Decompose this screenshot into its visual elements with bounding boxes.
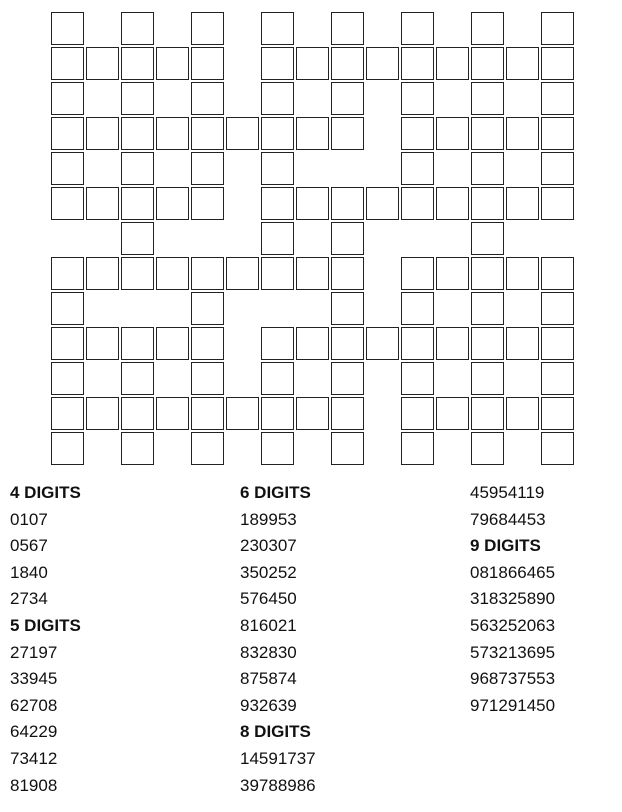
grid-cell[interactable] — [331, 12, 364, 45]
grid-cell[interactable] — [541, 397, 574, 430]
list-heading: 4 DIGITS — [10, 483, 81, 502]
list-number: 563252063 — [470, 615, 556, 635]
grid-cell[interactable] — [541, 187, 574, 220]
grid-cell[interactable] — [121, 397, 154, 430]
grid-cell[interactable] — [366, 327, 399, 360]
grid-cell[interactable] — [51, 187, 84, 220]
grid-cell[interactable] — [541, 292, 574, 325]
grid-cell[interactable] — [191, 362, 224, 395]
number-list-column-3 — [470, 480, 555, 719]
grid-cell[interactable] — [121, 187, 154, 220]
grid-cell[interactable] — [51, 362, 84, 395]
grid-cell[interactable] — [401, 82, 434, 115]
list-number: 318325890 — [470, 589, 556, 609]
grid-cell[interactable] — [541, 82, 574, 115]
grid-cell[interactable] — [51, 327, 84, 360]
list-number: 189953 — [240, 509, 297, 529]
grid-cell[interactable] — [296, 327, 329, 360]
grid-cell[interactable] — [86, 257, 119, 290]
grid-cell[interactable] — [401, 432, 434, 465]
grid-cell[interactable] — [261, 222, 294, 255]
grid-cell[interactable] — [331, 362, 364, 395]
grid-cell[interactable] — [401, 397, 434, 430]
grid-cell[interactable] — [331, 82, 364, 115]
grid-cell[interactable] — [541, 12, 574, 45]
grid-cell[interactable] — [191, 47, 224, 80]
grid-cell[interactable] — [296, 397, 329, 430]
list-number: 0107 — [10, 509, 48, 529]
grid-cell[interactable] — [331, 432, 364, 465]
grid-cell[interactable] — [471, 292, 504, 325]
list-heading: 5 DIGITS — [10, 615, 81, 635]
grid-cell[interactable] — [121, 152, 154, 185]
grid-cell[interactable] — [121, 327, 154, 360]
grid-cell[interactable] — [366, 187, 399, 220]
grid-cell[interactable] — [51, 152, 84, 185]
grid-cell[interactable] — [331, 257, 364, 290]
grid-cell[interactable] — [471, 117, 504, 150]
list-number: 832830 — [240, 642, 297, 662]
grid-cell[interactable] — [401, 292, 434, 325]
list-number: 1840 — [10, 562, 48, 582]
grid-cell[interactable] — [471, 12, 504, 45]
grid-cell[interactable] — [191, 432, 224, 465]
grid-cell[interactable] — [121, 362, 154, 395]
grid-cell[interactable] — [86, 117, 119, 150]
grid-cell[interactable] — [261, 82, 294, 115]
grid-cell[interactable] — [296, 47, 329, 80]
list-number: 0567 — [10, 536, 48, 556]
grid-cell[interactable] — [121, 12, 154, 45]
grid-cell[interactable] — [261, 12, 294, 45]
list-heading: 8 DIGITS — [240, 722, 311, 742]
grid-cell[interactable] — [296, 257, 329, 290]
grid-cell[interactable] — [296, 187, 329, 220]
number-list-column-1 — [10, 480, 81, 799]
list-number: 875874 — [240, 669, 297, 689]
list-number: 81908 — [10, 775, 58, 795]
grid-cell[interactable] — [226, 257, 259, 290]
grid-cell[interactable] — [401, 187, 434, 220]
grid-cell[interactable] — [541, 47, 574, 80]
grid-cell[interactable] — [156, 117, 189, 150]
grid-cell[interactable] — [506, 117, 539, 150]
grid-cell[interactable] — [541, 327, 574, 360]
grid-cell[interactable] — [331, 327, 364, 360]
list-number: 816021 — [240, 615, 297, 635]
grid-cell[interactable] — [296, 117, 329, 150]
grid-cell[interactable] — [506, 47, 539, 80]
grid-cell[interactable] — [471, 222, 504, 255]
grid-cell[interactable] — [51, 432, 84, 465]
grid-cell[interactable] — [436, 117, 469, 150]
grid-cell[interactable] — [436, 397, 469, 430]
list-number: 350252 — [240, 562, 297, 582]
grid-cell[interactable] — [471, 152, 504, 185]
grid-cell[interactable] — [436, 327, 469, 360]
grid-cell[interactable] — [331, 117, 364, 150]
grid-cell[interactable] — [471, 82, 504, 115]
grid-cell[interactable] — [401, 152, 434, 185]
grid-cell[interactable] — [401, 327, 434, 360]
number-list-column-2 — [240, 480, 316, 799]
grid-cell[interactable] — [156, 257, 189, 290]
list-number: 62708 — [10, 695, 58, 715]
grid-cell[interactable] — [51, 117, 84, 150]
grid-cell[interactable] — [86, 397, 119, 430]
grid-cell[interactable] — [541, 152, 574, 185]
grid-cell[interactable] — [51, 47, 84, 80]
grid-cell[interactable] — [366, 47, 399, 80]
list-number: 932639 — [240, 695, 297, 715]
grid-cell[interactable] — [156, 47, 189, 80]
list-number: 45954119 — [470, 483, 545, 502]
grid-cell[interactable] — [121, 222, 154, 255]
grid-cell[interactable] — [471, 432, 504, 465]
grid-cell[interactable] — [331, 292, 364, 325]
grid-cell[interactable] — [331, 222, 364, 255]
grid-cell[interactable] — [191, 117, 224, 150]
grid-cell[interactable] — [51, 397, 84, 430]
grid-cell[interactable] — [401, 47, 434, 80]
grid-cell[interactable] — [261, 47, 294, 80]
grid-cell[interactable] — [121, 82, 154, 115]
grid-cell[interactable] — [471, 362, 504, 395]
grid-cell[interactable] — [436, 257, 469, 290]
grid-cell[interactable] — [121, 432, 154, 465]
list-number: 971291450 — [470, 695, 556, 715]
list-heading: 6 DIGITS — [240, 483, 311, 502]
grid-cell[interactable] — [191, 397, 224, 430]
grid-cell[interactable] — [51, 12, 84, 45]
grid-cell[interactable] — [191, 292, 224, 325]
grid-cell[interactable] — [471, 187, 504, 220]
list-number: 64229 — [10, 722, 58, 742]
grid-cell[interactable] — [226, 117, 259, 150]
grid-cell[interactable] — [51, 82, 84, 115]
list-number: 33945 — [10, 669, 58, 689]
grid-cell[interactable] — [541, 362, 574, 395]
grid-cell[interactable] — [436, 187, 469, 220]
list-number: 081866465 — [470, 562, 556, 582]
grid-cell[interactable] — [261, 187, 294, 220]
grid-cell[interactable] — [261, 432, 294, 465]
grid-cell[interactable] — [436, 47, 469, 80]
grid-cell[interactable] — [261, 152, 294, 185]
grid-cell[interactable] — [51, 257, 84, 290]
grid-cell[interactable] — [506, 257, 539, 290]
list-number: 968737553 — [470, 669, 556, 689]
grid-cell[interactable] — [121, 257, 154, 290]
grid-cell[interactable] — [331, 187, 364, 220]
grid-cell[interactable] — [401, 362, 434, 395]
grid-cell[interactable] — [191, 257, 224, 290]
grid-cell[interactable] — [541, 432, 574, 465]
list-number: 14591737 — [240, 748, 316, 768]
grid-cell[interactable] — [541, 257, 574, 290]
list-number: 73412 — [10, 748, 58, 768]
grid-cell[interactable] — [191, 82, 224, 115]
grid-cell[interactable] — [261, 257, 294, 290]
grid-cell[interactable] — [471, 257, 504, 290]
grid-cell[interactable] — [506, 187, 539, 220]
list-number: 27197 — [10, 642, 58, 662]
grid-cell[interactable] — [191, 12, 224, 45]
grid-cell[interactable] — [541, 117, 574, 150]
list-number: 79684453 — [470, 509, 546, 529]
grid-cell[interactable] — [121, 47, 154, 80]
list-number: 230307 — [240, 536, 297, 556]
grid-cell[interactable] — [506, 397, 539, 430]
grid-cell[interactable] — [471, 397, 504, 430]
grid-cell[interactable] — [261, 397, 294, 430]
grid-cell[interactable] — [156, 327, 189, 360]
grid-cell[interactable] — [331, 47, 364, 80]
grid-cell[interactable] — [506, 327, 539, 360]
grid-cell[interactable] — [401, 257, 434, 290]
grid-cell[interactable] — [86, 47, 119, 80]
list-number: 2734 — [10, 589, 48, 609]
grid-cell[interactable] — [471, 327, 504, 360]
grid-cell[interactable] — [86, 187, 119, 220]
grid-cell[interactable] — [261, 327, 294, 360]
list-number: 576450 — [240, 589, 297, 609]
list-heading: 9 DIGITS — [470, 536, 541, 556]
grid-cell[interactable] — [261, 117, 294, 150]
grid-cell[interactable] — [51, 292, 84, 325]
grid-cell[interactable] — [261, 362, 294, 395]
grid-cell[interactable] — [121, 117, 154, 150]
grid-cell[interactable] — [191, 152, 224, 185]
grid-cell[interactable] — [191, 187, 224, 220]
list-number: 39788986 — [240, 775, 316, 795]
grid-cell[interactable] — [226, 397, 259, 430]
grid-cell[interactable] — [86, 327, 119, 360]
grid-cell[interactable] — [156, 397, 189, 430]
grid-cell[interactable] — [156, 187, 189, 220]
grid-cell[interactable] — [401, 117, 434, 150]
grid-cell[interactable] — [471, 47, 504, 80]
grid-cell[interactable] — [331, 397, 364, 430]
list-number: 573213695 — [470, 642, 556, 662]
grid-cell[interactable] — [191, 327, 224, 360]
grid-cell[interactable] — [401, 12, 434, 45]
